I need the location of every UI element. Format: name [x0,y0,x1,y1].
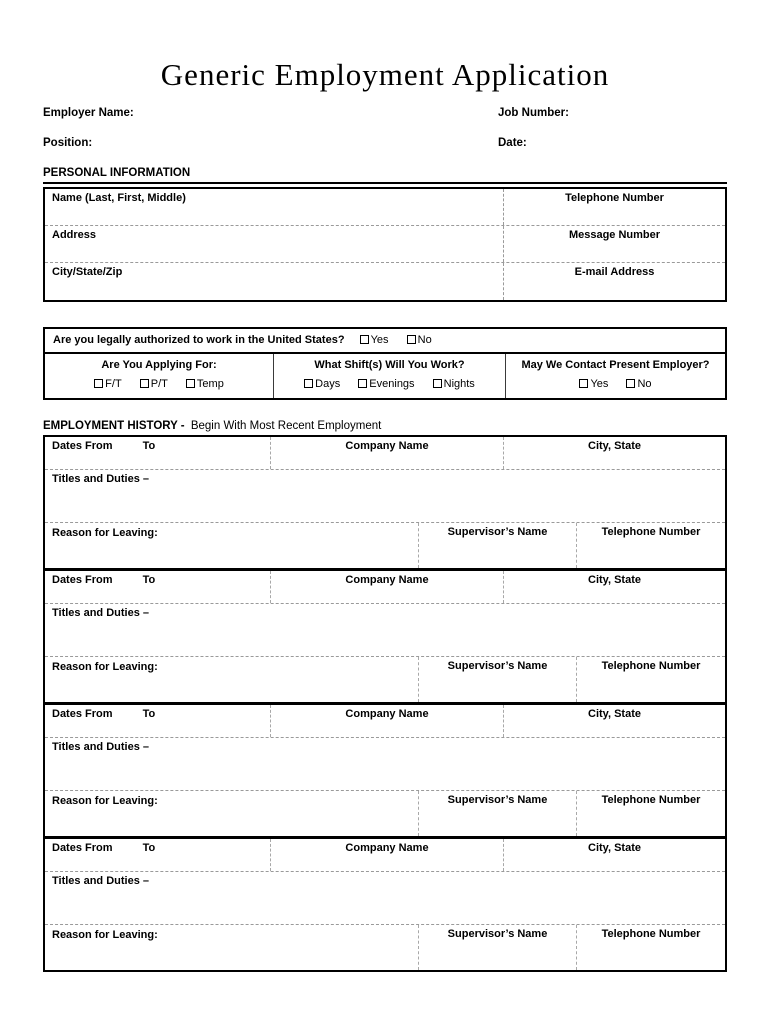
employer-name-label: Employer Name: [43,107,134,120]
dates-to-label: To [142,574,156,587]
table-row [45,437,725,470]
header-row-2 [43,137,727,149]
city-state-zip-field-label: City/State/Zip [52,266,123,279]
page-title: Generic Employment Application [160,57,610,92]
address-field-cell[interactable] [45,226,503,262]
checkbox-label: Nights [443,378,475,391]
contact-employer-heading: May We Contact Present Employer? [521,359,710,372]
table-row [45,571,725,604]
dates-cell[interactable] [45,571,270,603]
reason-for-leaving-label: Reason for Leaving: [52,527,158,540]
personal-information-heading: PERSONAL INFORMATION [43,167,727,184]
ft-checkbox[interactable] [94,379,103,388]
days-checkbox[interactable] [304,379,313,388]
supervisor-name-label: Supervisor’s Name [447,794,548,807]
titles-duties-cell[interactable] [45,872,725,925]
telephone-number-label: Telephone Number [601,660,701,673]
dates-from-label: Dates From [52,842,113,855]
header-fields [43,107,727,149]
city-state-zip-field-cell[interactable] [45,263,503,300]
nights-option [433,378,475,390]
company-name-cell[interactable] [270,705,503,737]
reason-for-leaving-cell[interactable] [45,925,418,970]
table-row [45,263,725,300]
days-option [304,378,340,390]
table-row [45,705,725,738]
temp-option [186,378,224,390]
work-auth-yes-checkbox[interactable] [360,335,369,344]
telephone-field-label: Telephone Number [565,192,664,205]
work-auth-no-option [407,334,432,346]
titles-duties-cell[interactable] [45,604,725,657]
employment-history-heading-bold: EMPLOYMENT HISTORY - [43,420,185,433]
work-authorization-row [45,329,725,352]
city-state-label: City, State [588,708,641,721]
nights-checkbox[interactable] [433,379,442,388]
job-number-label: Job Number: [498,107,569,120]
authorization-table [43,327,727,400]
ft-option [94,378,122,390]
evenings-checkbox[interactable] [358,379,367,388]
applying-for-options [49,378,269,390]
checkbox-label: No [637,378,652,391]
company-name-label: Company Name [345,574,429,587]
reason-for-leaving-cell[interactable] [45,657,418,702]
city-state-label: City, State [588,842,641,855]
reason-for-leaving-label: Reason for Leaving: [52,661,158,674]
personal-information-table [43,187,727,302]
table-row [45,226,725,263]
dates-cell[interactable] [45,839,270,871]
supervisor-name-label: Supervisor’s Name [447,660,548,673]
contact-no-option [626,378,651,390]
titles-duties-label: Titles and Duties – [52,875,149,888]
table-row [45,523,725,568]
city-state-label: City, State [588,574,641,587]
table-row [45,791,725,836]
employment-block-1 [45,437,725,568]
telephone-number-label: Telephone Number [601,794,701,807]
employment-block-3 [45,702,725,836]
telephone-number-cell[interactable] [576,791,725,836]
shifts-options [278,378,501,390]
work-authorization-question: Are you legally authorized to work in the United States? [53,334,345,347]
pt-checkbox[interactable] [140,379,149,388]
evenings-option [358,378,414,390]
contact-employer-column [505,354,725,398]
telephone-number-cell[interactable] [576,523,725,568]
contact-yes-option [579,378,608,390]
employment-block-2 [45,568,725,702]
table-row [45,189,725,226]
reason-for-leaving-cell[interactable] [45,791,418,836]
telephone-number-label: Telephone Number [601,526,701,539]
reason-for-leaving-label: Reason for Leaving: [52,795,158,808]
work-authorization-options [360,334,432,346]
dates-to-label: To [142,708,156,721]
titles-duties-cell[interactable] [45,738,725,791]
header-row-1 [43,107,727,119]
city-state-cell[interactable] [503,571,725,603]
dates-from-label: Dates From [52,440,113,453]
telephone-number-cell[interactable] [576,657,725,702]
dates-cell[interactable] [45,437,270,469]
table-row [45,657,725,702]
city-state-cell[interactable] [503,437,725,469]
supervisor-name-cell[interactable] [418,791,576,836]
telephone-number-cell[interactable] [576,925,725,970]
company-name-label: Company Name [345,440,429,453]
checkbox-label: Temp [196,378,224,391]
company-name-cell[interactable] [270,571,503,603]
contact-yes-checkbox[interactable] [579,379,588,388]
company-name-cell[interactable] [270,437,503,469]
telephone-number-label: Telephone Number [601,928,701,941]
applying-for-column [45,354,273,398]
checkbox-label: Yes [590,378,609,391]
checkbox-label: No [417,334,432,347]
company-name-label: Company Name [345,708,429,721]
supervisor-name-label: Supervisor’s Name [447,928,548,941]
employment-history-heading [43,420,727,432]
supervisor-name-label: Supervisor’s Name [447,526,548,539]
checkbox-label: Evenings [369,378,415,391]
company-name-label: Company Name [345,842,429,855]
employment-block-4 [45,836,725,970]
shifts-heading: What Shift(s) Will You Work? [314,359,465,372]
titles-duties-cell[interactable] [45,470,725,523]
checkbox-label: Days [315,378,341,391]
telephone-field-cell[interactable] [503,189,725,225]
dates-cell[interactable] [45,705,270,737]
supervisor-name-cell[interactable] [418,523,576,568]
message-number-field-label: Message Number [568,229,661,242]
contact-no-checkbox[interactable] [626,379,635,388]
company-name-cell[interactable] [270,839,503,871]
dates-to-label: To [142,842,156,855]
work-auth-yes-option [360,334,389,346]
supervisor-name-cell[interactable] [418,657,576,702]
message-number-field-cell[interactable] [503,226,725,262]
checkbox-label: F/T [105,378,122,391]
titles-duties-label: Titles and Duties – [52,741,149,754]
city-state-cell[interactable] [503,705,725,737]
applying-for-heading: Are You Applying For: [101,359,217,372]
name-field-label: Name (Last, First, Middle) [52,192,186,205]
temp-checkbox[interactable] [186,379,195,388]
authorization-columns [45,352,725,398]
table-row [45,839,725,872]
name-field-cell[interactable] [45,189,503,225]
address-field-label: Address [52,229,97,242]
checkbox-label: P/T [150,378,168,391]
reason-for-leaving-cell[interactable] [45,523,418,568]
dates-from-label: Dates From [52,574,113,587]
table-row [45,925,725,970]
contact-employer-options [510,378,721,390]
reason-for-leaving-label: Reason for Leaving: [52,929,158,942]
titles-duties-label: Titles and Duties – [52,473,149,486]
supervisor-name-cell[interactable] [418,925,576,970]
titles-duties-label: Titles and Duties – [52,607,149,620]
dates-to-label: To [142,440,156,453]
dates-from-label: Dates From [52,708,113,721]
shifts-column [273,354,505,398]
date-label: Date: [498,137,527,150]
position-label: Position: [43,137,93,150]
employment-history-heading-rest: Begin With Most Recent Employment [190,420,382,433]
email-field-label: E-mail Address [574,266,655,279]
city-state-cell[interactable] [503,839,725,871]
pt-option [140,378,168,390]
email-field-cell[interactable] [503,263,725,300]
work-auth-no-checkbox[interactable] [407,335,416,344]
checkbox-label: Yes [370,334,389,347]
employment-history-table [43,435,727,972]
city-state-label: City, State [588,440,641,453]
